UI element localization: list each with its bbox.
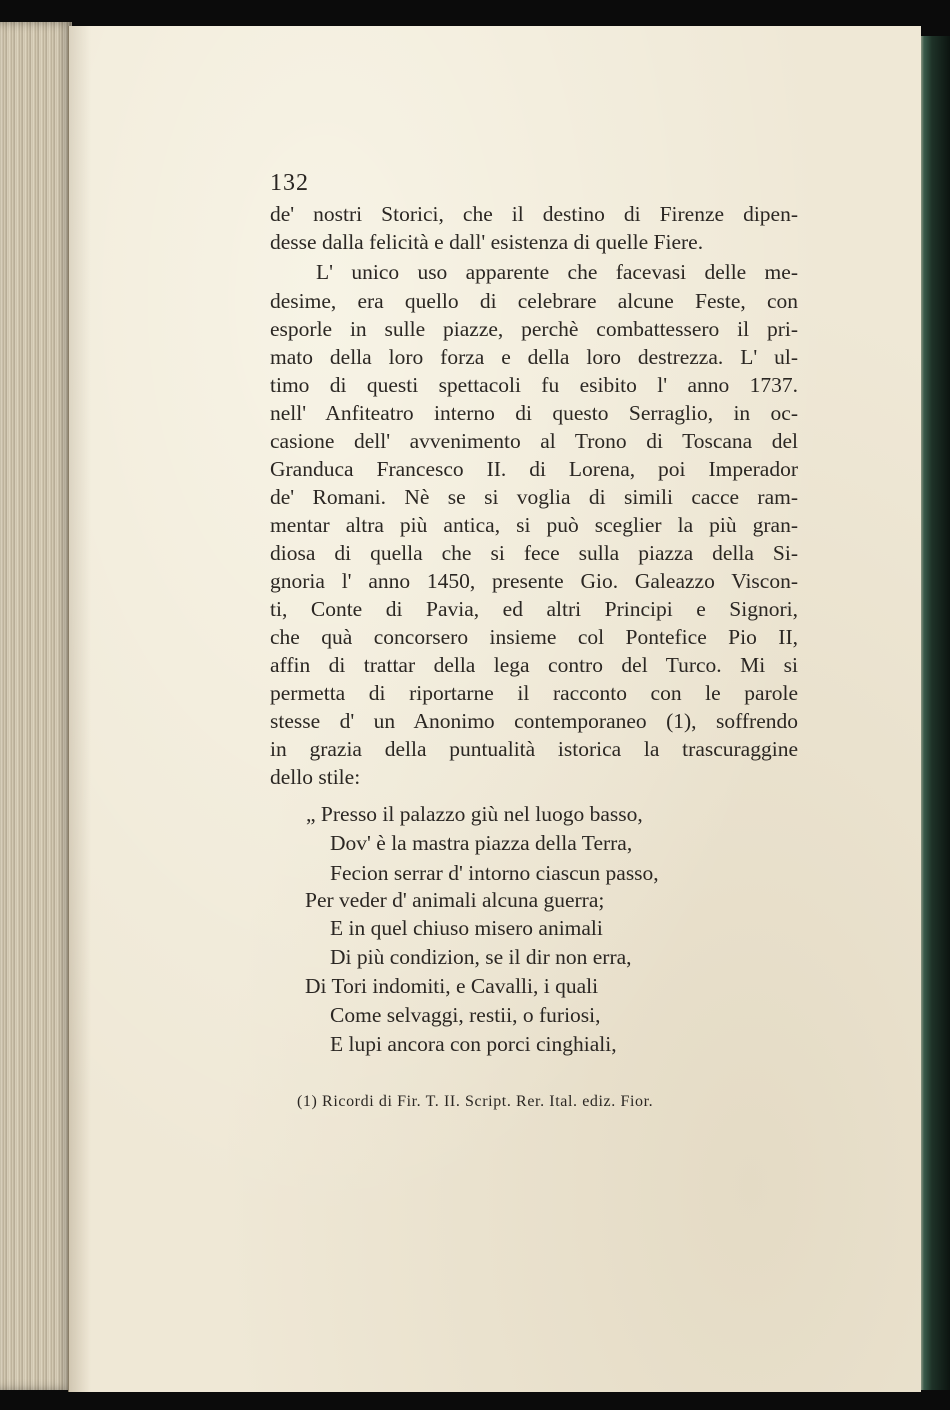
body-line: diosa di quella che si fece sulla piazza della Si-: [270, 541, 798, 565]
body-line: dello stile:: [270, 765, 361, 789]
verse-line: Di Tori indomiti, e Cavalli, i quali: [305, 974, 599, 998]
body-line: che quà concorsero insieme col Pontefice Pio II,: [270, 625, 798, 649]
verse-line: Dov' è la mastra piazza della Terra,: [330, 831, 633, 855]
verse-line: Come selvaggi, restii, o furiosi,: [330, 1003, 601, 1027]
body-line: ti, Conte di Pavia, ed altri Principi e Signori,: [270, 597, 798, 621]
body-line: casione dell' avvenimento al Trono di Toscana del: [270, 429, 798, 453]
verse-line: E in quel chiuso misero animali: [330, 916, 603, 940]
body-line: gnoria l' anno 1450, presente Gio. Galeazzo Viscon-: [270, 569, 798, 593]
body-line: in grazia della puntualità istorica la trascuraggine: [270, 737, 798, 761]
verse-line: Di più condizion, se il dir non erra,: [330, 945, 632, 969]
verse-line: Per veder d' animali alcuna guerra;: [305, 888, 605, 912]
body-line: de' Romani. Nè se si voglia di simili cacce ram-: [270, 485, 798, 509]
body-line: esporle in sulle piazze, perchè combattessero il pri-: [270, 317, 798, 341]
body-line: L' unico uso apparente che facevasi delle me-: [316, 260, 798, 284]
body-line: timo di questi spettacoli fu esibito l' anno 1737.: [270, 373, 798, 397]
book-cover-edge: [918, 36, 950, 1390]
page-number: 132: [270, 170, 309, 196]
body-line: mato della loro forza e della loro destrezza. L' ul-: [270, 345, 798, 369]
body-line: nell' Anfiteatro interno di questo Serraglio, in oc-: [270, 401, 798, 425]
verse-line: „ Presso il palazzo giù nel luogo basso,: [306, 802, 643, 826]
body-line: de' nostri Storici, che il destino di Firenze dipen-: [270, 202, 798, 226]
body-line: stesse d' un Anonimo contemporaneo (1), soffrendo: [270, 709, 798, 733]
verse-line: Fecion serrar d' intorno ciascun passo,: [330, 861, 659, 885]
body-line: Granduca Francesco II. di Lorena, poi Imperador: [270, 457, 798, 481]
page-stack-edge: [0, 22, 72, 1390]
body-line: mentar altra più antica, si può sceglier la più gran-: [270, 513, 798, 537]
body-line: permetta di riportarne il racconto con le parole: [270, 681, 798, 705]
footnote: (1) Ricordi di Fir. T. II. Script. Rer. Ital. ediz. Fior.: [297, 1093, 654, 1110]
verse-line: E lupi ancora con porci cinghiali,: [330, 1032, 617, 1056]
body-line: desse dalla felicità e dall' esistenza di quelle Fiere.: [270, 230, 704, 254]
body-line: affin di trattar della lega contro del Turco. Mi si: [270, 653, 798, 677]
body-line: desime, era quello di celebrare alcune Feste, con: [270, 289, 798, 313]
